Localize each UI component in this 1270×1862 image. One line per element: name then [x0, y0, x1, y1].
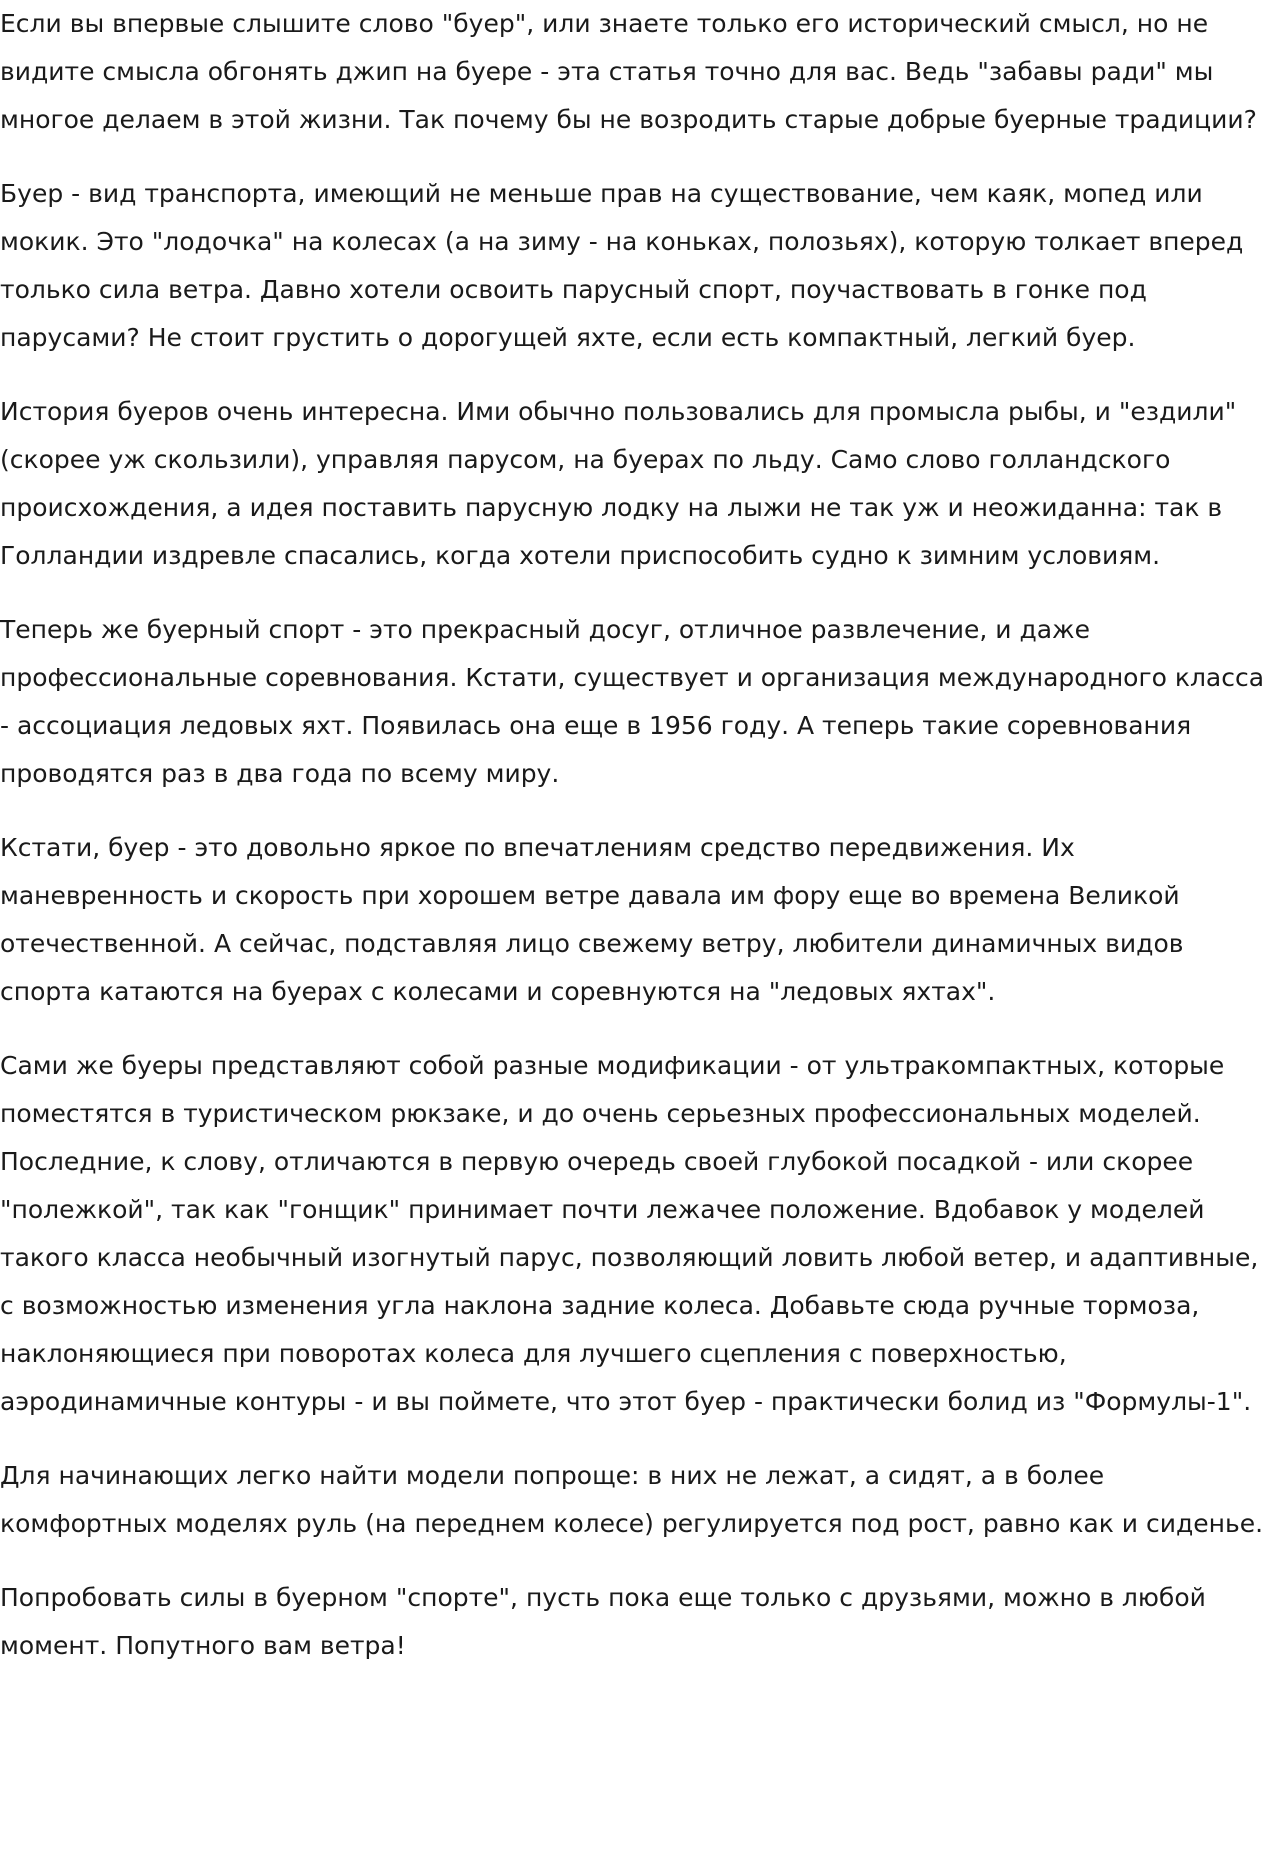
paragraph-8: Попробовать силы в буерном "спорте", пусть пока еще только с друзьями, можно в любой момент. Попутного вам ветра!: [0, 1583, 1206, 1660]
paragraph-3: История буеров очень интересна. Ими обычно пользовались для промысла рыбы, и "ездили" (скорее уж скользили), управляя парусом, на буерах по льду. Само слово голландского происхождения, а идея поставить парусную лодку на лыжи не так уж и неожиданна: так в Голландии издревле спасались, когда хотели приспособить судно к зимним условиям.: [0, 397, 1237, 570]
paragraph-7: Для начинающих легко найти модели попроще: в них не лежат, а сидят, а в более комфортных моделях руль (на переднем колесе) регулируется под рост, равно как и сиденье.: [0, 1461, 1264, 1538]
paragraph-5: Кстати, буер - это довольно яркое по впечатлениям средство передвижения. Их маневренность и скорость при хорошем ветре давала им фору еще во времена Великой отечественной. А сейчас, подставляя лицо свежему ветру, любители динамичных видов спорта катаются на буерах с колесами и соревнуются на "ледовых яхтах".: [0, 833, 1184, 1006]
paragraph-1: Если вы впервые слышите слово "буер", или знаете только его исторический смысл, но не видите смысла обгонять джип на буере - эта статья точно для вас. Ведь "забавы ради" мы многое делаем в этой жизни. Так почему бы не возродить старые добрые буерные традиции?: [0, 9, 1257, 134]
paragraph-6: Сами же буеры представляют собой разные модификации - от ультракомпактных, которые поместятся в туристическом рюкзаке, и до очень серьезных профессиональных моделей. Последние, к слову, отличаются в первую очередь своей глубокой посадкой - или скорее "полежкой", так как "гонщик" принимает почти лежачее положение. Вдобавок у моделей такого класса необычный изогнутый парус, позволяющий ловить любой ветер, и адаптивные, с возможностью изменения угла наклона задние колеса. Добавьте сюда ручные тормоза, наклоняющиеся при поворотах колеса для лучшего сцепления с поверхностью, аэродинамичные контуры - и вы поймете, что этот буер - практически болид из "Формулы-1".: [0, 1051, 1259, 1416]
paragraph-2: Буер - вид транспорта, имеющий не меньше прав на существование, чем каяк, мопед или мокик. Это "лодочка" на колесах (а на зиму - на коньках, полозьях), которую толкает вперед только сила ветра. Давно хотели освоить парусный спорт, поучаствовать в гонке под парусами? Не стоит грустить о дорогущей яхте, если есть компактный, легкий буер.: [0, 179, 1244, 352]
paragraph-4: Теперь же буерный спорт - это прекрасный досуг, отличное развлечение, и даже профессиональные соревнования. Кстати, существует и организация международного класса - ассоциация ледовых яхт. Появилась она еще в 1956 году. А теперь такие соревнования проводятся раз в два года по всему миру.: [0, 615, 1265, 788]
